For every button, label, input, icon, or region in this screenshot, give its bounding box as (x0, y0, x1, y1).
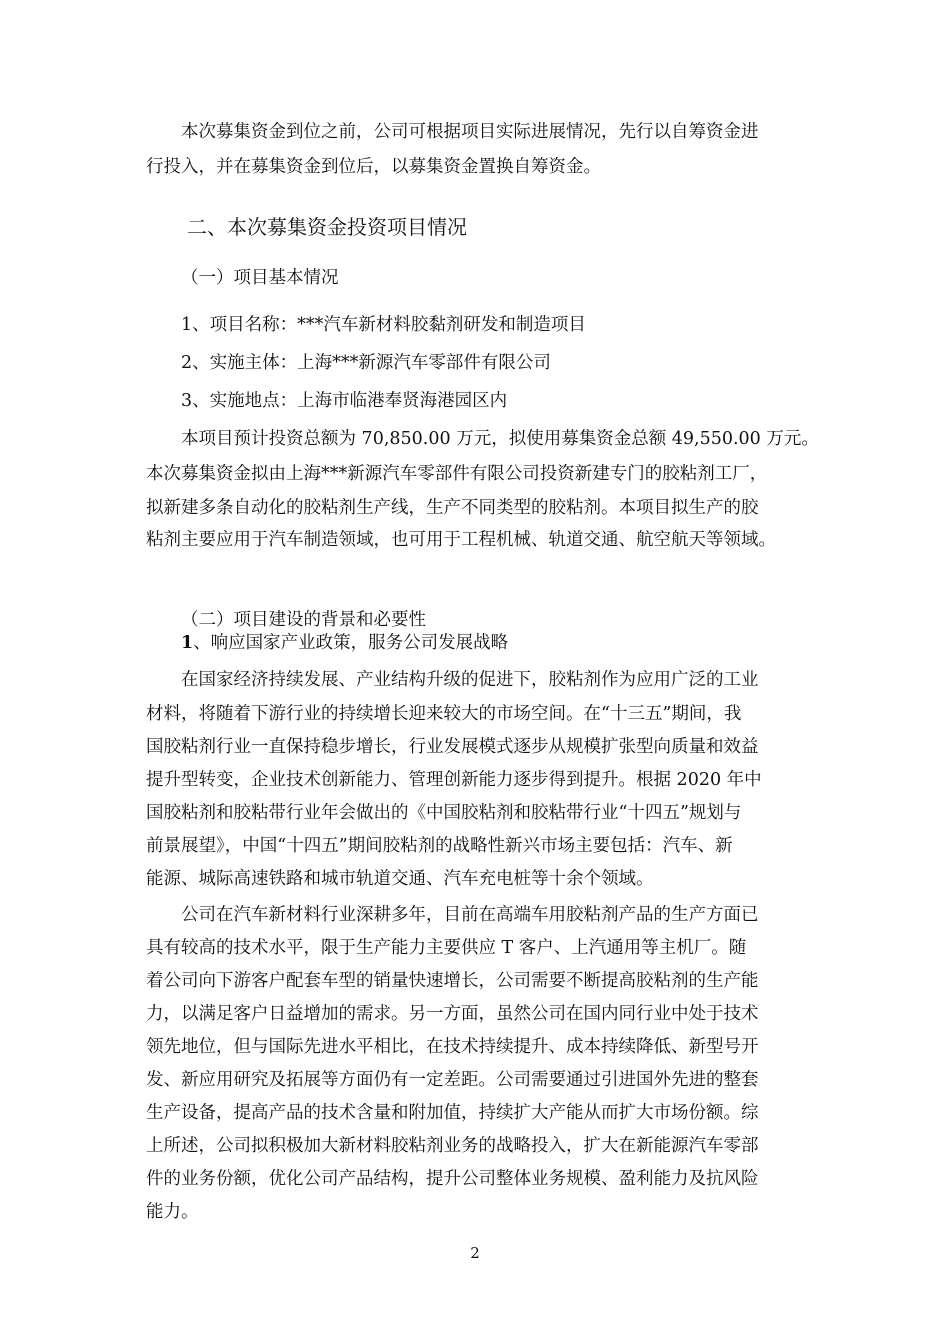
paragraph-line: 提升型转变，企业技术创新能力、管理创新能力逐步得到提升。根据 2020 年中 (146, 770, 762, 790)
section-heading: 二、本次募集资金投资项目情况 (187, 215, 467, 239)
paragraph-line: 力，以满足客户日益增加的需求。另一方面，虽然公司在国内同行业中处于技术 (146, 1004, 759, 1024)
paragraph-line: 前景展望》，中国“十四五”期间胶粘剂的战略性新兴市场主要包括：汽车、新 (146, 836, 733, 856)
page-number: 2 (470, 1244, 480, 1262)
paragraph-line: 着公司向下游客户配套车型的销量快速增长，公司需要不断提高胶粘剂的生产能 (146, 971, 759, 991)
paragraph-line: 公司在汽车新材料行业深耕多年，目前在高端车用胶粘剂产品的生产方面已 (181, 905, 759, 925)
point-heading (181, 627, 508, 659)
point-number: 1 (181, 633, 194, 653)
subsection-heading: （二）项目建设的背景和必要性 (181, 610, 426, 630)
paragraph-line: 件的业务份额，优化公司产品结构，提升公司整体业务规模、盈利能力及抗风险 (146, 1169, 759, 1189)
paragraph-line: 能力。 (146, 1202, 199, 1222)
paragraph-line: 粘剂主要应用于汽车制造领域，也可用于工程机械、轨道交通、航空航天等领域。 (146, 530, 776, 550)
list-item: 2、实施主体：上海***新源汽车零部件有限公司 (181, 353, 551, 373)
paragraph-line: 上所述，公司拟积极加大新材料胶粘剂业务的战略投入，扩大在新能源汽车零部 (146, 1136, 759, 1156)
paragraph-line: 在国家经济持续发展、产业结构升级的促进下，胶粘剂作为应用广泛的工业 (181, 670, 759, 690)
paragraph-line: 国胶粘剂行业一直保持稳步增长，行业发展模式逐步从规模扩张型向质量和效益 (146, 737, 759, 757)
list-item: 1、项目名称：***汽车新材料胶黏剂研发和制造项目 (181, 315, 586, 335)
paragraph-line: 国胶粘剂和胶粘带行业年会做出的《中国胶粘剂和胶粘带行业“十四五”规划与 (146, 803, 742, 823)
paragraph-line: 本项目预计投资总额为 70,850.00 万元，拟使用募集资金总额 49,550.00 万元。 (181, 429, 819, 449)
paragraph-line: 本次募集资金到位之前，公司可根据项目实际进展情况，先行以自筹资金进 (181, 122, 759, 142)
list-item: 3、实施地点：上海市临港奉贤海港园区内 (181, 391, 508, 411)
paragraph-line: 生产设备，提高产品的技术含量和附加值，持续扩大产能从而扩大市场份额。综 (146, 1103, 759, 1123)
paragraph-line: 本次募集资金拟由上海***新源汽车零部件有限公司投资新建专门的胶粘剂工厂， (146, 464, 768, 484)
paragraph-line: 材料，将随着下游行业的持续增长迎来较大的市场空间。在“十三五”期间，我 (146, 704, 742, 724)
paragraph-line: 能源、城际高速铁路和城市轨道交通、汽车充电桩等十余个领域。 (146, 869, 654, 889)
point-title: 、响应国家产业政策，服务公司发展战略 (193, 633, 509, 653)
subsection-heading: （一）项目基本情况 (181, 268, 339, 288)
paragraph-line: 具有较高的技术水平，限于生产能力主要供应 T 客户、上汽通用等主机厂。随 (146, 938, 747, 958)
paragraph-line: 行投入，并在募集资金到位后，以募集资金置换自筹资金。 (146, 157, 601, 177)
paragraph-line: 拟新建多条自动化的胶粘剂生产线，生产不同类型的胶粘剂。本项目拟生产的胶 (146, 498, 759, 518)
paragraph-line: 发、新应用研究及拓展等方面仍有一定差距。公司需要通过引进国外先进的整套 (146, 1070, 759, 1090)
paragraph-line: 领先地位，但与国际先进水平相比，在技术持续提升、成本持续降低、新型号开 (146, 1037, 759, 1057)
